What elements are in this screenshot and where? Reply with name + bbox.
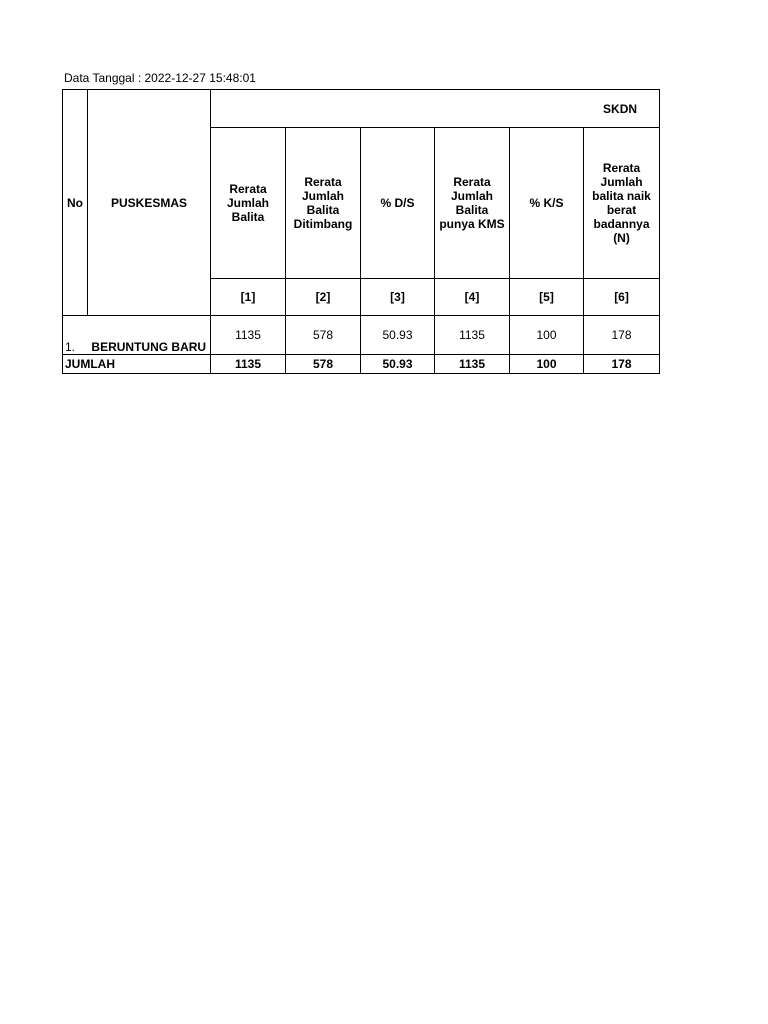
row-value-2: 578 — [286, 316, 361, 355]
header-index-6: [6] — [584, 279, 660, 316]
row-value-4: 1135 — [435, 316, 510, 355]
table-row — [63, 316, 660, 355]
header-index-3: [3] — [361, 279, 435, 316]
total-value-4: 1135 — [435, 355, 510, 374]
header-index-5: [5] — [510, 279, 584, 316]
header-index-4: [4] — [435, 279, 510, 316]
header-col-6: Rerata Jumlah balita naik berat badannya (N) — [584, 128, 660, 279]
row-value-5: 100 — [510, 316, 584, 355]
header-index-1: [1] — [211, 279, 286, 316]
row-value-6: 178 — [584, 316, 660, 355]
row-value-3: 50.93 — [361, 316, 435, 355]
total-value-5: 100 — [510, 355, 584, 374]
header-no: No — [63, 90, 88, 316]
row-no: 1. — [63, 316, 88, 355]
total-value-3: 50.93 — [361, 355, 435, 374]
header-puskesmas: PUSKESMAS — [88, 90, 211, 316]
header-skdn: SKDN — [211, 90, 660, 128]
skdn-report-table — [62, 89, 660, 374]
total-value-6: 178 — [584, 355, 660, 374]
row-puskesmas-name: BERUNTUNG BARU — [88, 316, 211, 355]
header-index-2: [2] — [286, 279, 361, 316]
header-col-3: % D/S — [361, 128, 435, 279]
row-value-1: 1135 — [211, 316, 286, 355]
report-date: Data Tanggal : 2022-12-27 15:48:01 — [64, 71, 256, 85]
header-col-1: Rerata Jumlah Balita — [211, 128, 286, 279]
total-label: JUMLAH — [63, 355, 211, 374]
header-col-4: Rerata Jumlah Balita punya KMS — [435, 128, 510, 279]
total-value-2: 578 — [286, 355, 361, 374]
header-col-5: % K/S — [510, 128, 584, 279]
total-value-1: 1135 — [211, 355, 286, 374]
total-row — [63, 355, 660, 374]
header-col-2: Rerata Jumlah Balita Ditimbang — [286, 128, 361, 279]
